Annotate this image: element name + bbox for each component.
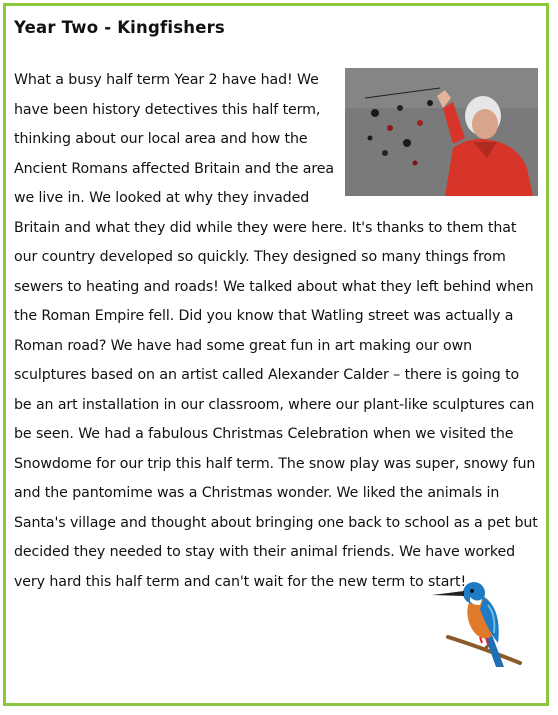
article-body (14, 66, 538, 597)
kingfisher-illustration (430, 575, 525, 674)
page-title: Year Two - Kingfishers (14, 18, 225, 37)
calder-photo (345, 68, 538, 196)
article-paragraph: What a busy half term Year 2 have had! We have been history detectives this half term, thinking about our local area and how the Ancient Romans affected Britain and the area we live in. We looked at why they invaded Britain and what they did while they were here. It's thanks to them that our country developed so quickly. They designed so many things from sewers to heating and roads! We talked about what they left behind when the Roman Empire fell. Did you know that Watling street was actually a Roman road? We have had some great fun in art making our own sculptures based on an artist called Alexander Calder – there is going to be an art installation in our classroom, where our plant-like sculptures can be seen. We had a fabulous Christmas Celebration when we visited the Snowdome for our trip this half term. The snow play was super, snowy fun and the pantomime was a Christmas wonder. We liked the animals in Santa's village and thought about bringing one back to school as a pet but decided they needed to stay with their animal friends. We have worked very hard this half term and can't wait for the new term to start! (14, 72, 538, 590)
